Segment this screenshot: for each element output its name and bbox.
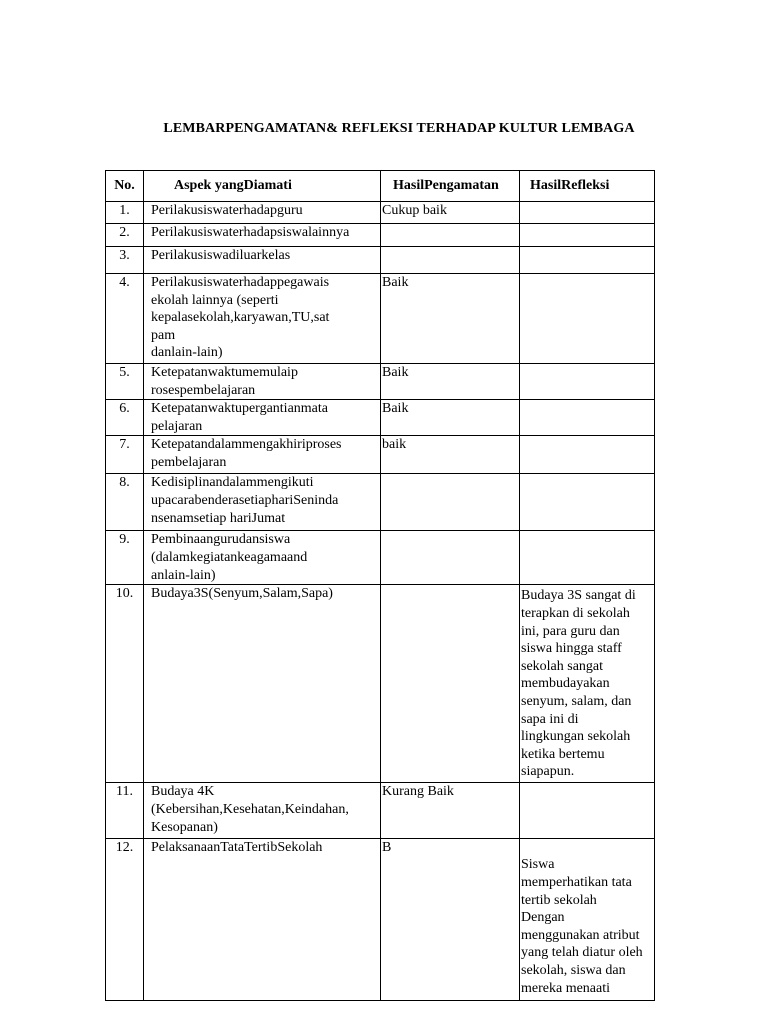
row-aspek: Perilakusiswaterhadapsiswalainnya (144, 224, 381, 247)
table-row (106, 839, 655, 1001)
table-row (106, 436, 655, 474)
table-row (106, 224, 655, 247)
row-no: 1. (106, 202, 144, 224)
table-row (106, 531, 655, 585)
row-no: 5. (106, 364, 144, 400)
row-aspek: Ketepatandalammengakhiriproses pembelajaran (144, 436, 381, 474)
row-no: 9. (106, 531, 144, 585)
header-hasil: HasilPengamatan (381, 171, 520, 202)
row-refleksi (520, 400, 655, 436)
header-refleksi: HasilRefleksi (520, 171, 655, 202)
header-aspek: Aspek yangDiamati (144, 171, 381, 202)
row-no: 10. (106, 585, 144, 783)
table-row (106, 202, 655, 224)
row-refleksi (520, 364, 655, 400)
row-refleksi (520, 474, 655, 531)
table-row (106, 247, 655, 274)
row-aspek: Budaya3S(Senyum,Salam,Sapa) (144, 585, 381, 783)
row-refleksi: Siswa memperhatikan tata tertib sekolah Dengan menggunakan atribut yang telah diatur oleh sekolah, siswa dan mereka menaati (520, 839, 655, 1001)
table-row (106, 364, 655, 400)
row-hasil (381, 585, 520, 783)
table-row (106, 400, 655, 436)
row-hasil (381, 531, 520, 585)
row-aspek: Ketepatanwaktumemulaip rosespembelajaran (144, 364, 381, 400)
table-row (106, 585, 655, 783)
document-title: LEMBARPENGAMATAN& REFLEKSI TERHADAP KULTUR LEMBAGA (163, 121, 635, 136)
row-refleksi (520, 224, 655, 247)
row-no: 3. (106, 247, 144, 274)
row-no: 12. (106, 839, 144, 1001)
row-aspek: Budaya 4K (Kebersihan,Kesehatan,Keindahan, Kesopanan) (144, 783, 381, 839)
table-header-row (106, 171, 655, 202)
row-aspek: PelaksanaanTataTertibSekolah (144, 839, 381, 1001)
table-row (106, 783, 655, 839)
row-refleksi: Budaya 3S sangat di terapkan di sekolah ini, para guru dan siswa hingga staff sekolah sangat membudayakan senyum, salam, dan sapa ini di lingkungan sekolah ketika bertemu siapapun. (520, 585, 655, 783)
row-hasil: Baik (381, 274, 520, 364)
row-no: 2. (106, 224, 144, 247)
row-hasil: Kurang Baik (381, 783, 520, 839)
row-no: 11. (106, 783, 144, 839)
row-hasil: Baik (381, 364, 520, 400)
row-refleksi (520, 531, 655, 585)
row-hasil: Cukup baik (381, 202, 520, 224)
row-aspek: Kedisiplinandalammengikuti upacarabenderasetiaphariSeninda nsenamsetiap hariJumat (144, 474, 381, 531)
row-aspek: Pembinaangurudansiswa (dalamkegiatankeagamaand anlain-lain) (144, 531, 381, 585)
row-hasil: baik (381, 436, 520, 474)
row-aspek: Ketepatanwaktupergantianmata pelajaran (144, 400, 381, 436)
row-aspek: Perilakusiswaterhadappegawais ekolah lainnya (seperti kepalasekolah,karyawan,TU,sat pam danlain-lain) (144, 274, 381, 364)
row-hasil (381, 224, 520, 247)
row-hasil: Baik (381, 400, 520, 436)
row-no: 8. (106, 474, 144, 531)
row-hasil (381, 247, 520, 274)
row-no: 4. (106, 274, 144, 364)
row-refleksi (520, 783, 655, 839)
row-aspek: Perilakusiswadiluarkelas (144, 247, 381, 274)
row-refleksi (520, 436, 655, 474)
row-refleksi (520, 274, 655, 364)
row-aspek: Perilakusiswaterhadapguru (144, 202, 381, 224)
row-no: 6. (106, 400, 144, 436)
row-no: 7. (106, 436, 144, 474)
table-row (106, 474, 655, 531)
row-hasil: B (381, 839, 520, 1001)
table-row (106, 274, 655, 364)
row-refleksi (520, 247, 655, 274)
header-no: No. (106, 171, 144, 202)
row-refleksi (520, 202, 655, 224)
observation-table (105, 170, 655, 1001)
row-hasil (381, 474, 520, 531)
